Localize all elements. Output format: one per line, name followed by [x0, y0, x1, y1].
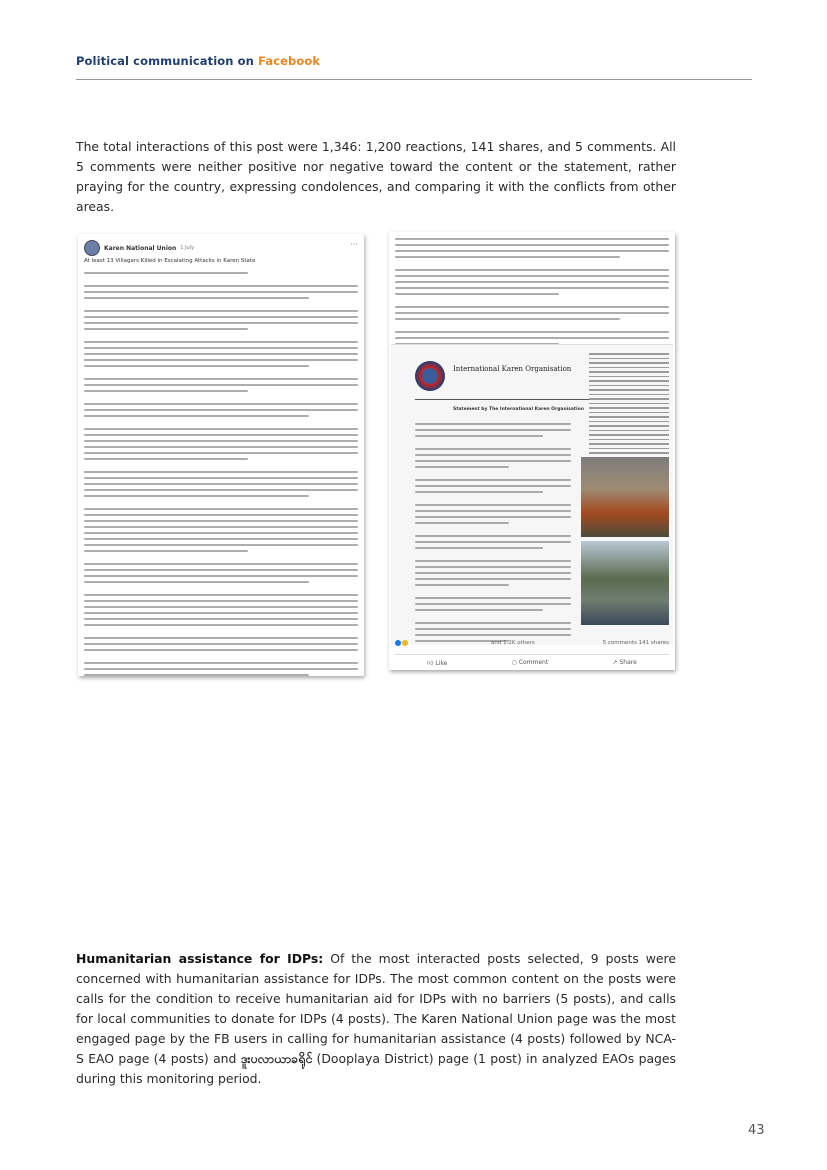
statement-org-title: International Karen Organisation: [453, 365, 572, 373]
like-reaction-icon: [395, 640, 401, 646]
statement-side-text: [589, 353, 669, 466]
more-options-icon: ···: [350, 240, 358, 249]
post-action-bar: [395, 654, 669, 667]
comment-label: Comment: [518, 659, 549, 666]
share-button[interactable]: [613, 659, 637, 667]
fire-photo: [581, 457, 669, 537]
page-number: 43: [748, 1123, 765, 1138]
facebook-post-screenshot-right: [389, 232, 675, 670]
paragraph-interactions: The total interactions of this post were 1,346: 1,200 reactions, 141 shares, and 5 comments. All 5 comments were neither positive nor negative toward the content or the statement, rather praying for the country, expressing condolences, and comparing it with the conflicts from other areas.: [76, 139, 676, 214]
displaced-villagers-photo: [581, 541, 669, 625]
ikao-logo: [415, 361, 445, 391]
header-rule: [76, 79, 752, 80]
sad-reaction-icon: [402, 640, 408, 646]
burmese-district-name: ဒူးပလာယာခရိုင်: [240, 1051, 313, 1066]
share-icon: ↗: [612, 659, 618, 666]
running-header: [76, 54, 320, 68]
facebook-post-screenshot-left: [78, 234, 364, 676]
share-label: Share: [619, 659, 637, 666]
paragraph-lead: Humanitarian assistance for IDPs:: [76, 951, 324, 966]
post-body-text: [84, 272, 358, 676]
page-name: Karen National Union: [104, 244, 177, 252]
post-headline: At least 13 Villagers Killed in Escalating Attacks in Karen State: [84, 258, 256, 264]
comments-shares-count: 5 comments 141 shares: [602, 640, 669, 646]
statement-body-text: [415, 423, 571, 646]
comment-button[interactable]: [512, 659, 549, 667]
header-title-part1: Political communication on: [76, 54, 259, 68]
like-label: Like: [435, 660, 448, 667]
reactions-count: and 1.2K others: [491, 640, 535, 646]
statement-rule: [415, 399, 605, 400]
header-title-part2: Facebook: [258, 54, 321, 68]
post-engagement-stats: [395, 640, 669, 647]
paragraph-body-before: Of the most interacted posts selected, 9 posts were concerned with humanitarian assistance for IDPs. The most common content on the posts were calls for the condition to receive humanitarian aid for IDPs with no barriers (5 posts), and calls for local communities to donate for IDPs (4 posts). The Karen National Union page was the most engaged page by the FB users in calling for humanitarian assistance (4 posts) followed by NCA-S EAO page (4 posts) and: [76, 951, 676, 1066]
like-button[interactable]: [427, 659, 447, 667]
statement-heading: Statement by The International Karen Organisation: [453, 407, 584, 412]
paragraph-humanitarian-assistance: [76, 949, 676, 1089]
paragraph-body-after: (Dooplaya District) page (1 post) in analyzed EAOs pages during this monitoring period.: [76, 1051, 676, 1086]
thumbs-up-icon: 👍︎: [427, 660, 434, 667]
post-header: [84, 240, 194, 256]
comment-icon: ○: [511, 659, 517, 666]
post-date: 1 July: [180, 245, 195, 251]
page-avatar: [84, 240, 100, 256]
attached-statement-image: [391, 344, 673, 645]
